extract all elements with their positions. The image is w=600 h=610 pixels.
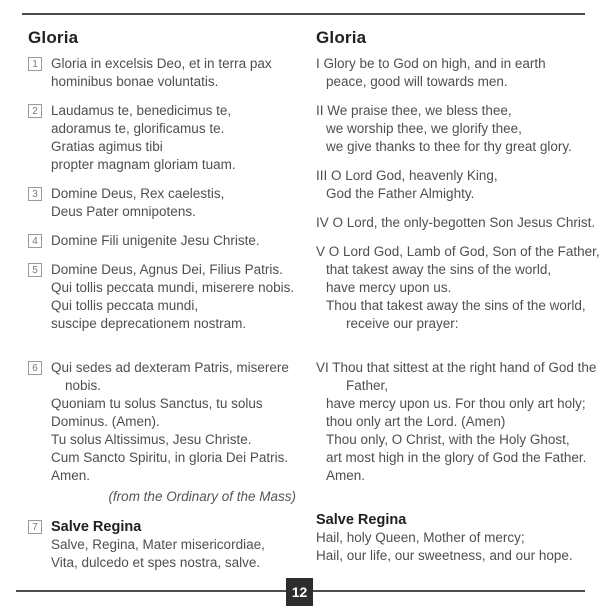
- english-verse-1: [316, 55, 592, 91]
- verse-number-box: 4: [28, 234, 42, 248]
- latin-verse-2: [28, 102, 304, 174]
- verse-number-box: 5: [28, 263, 42, 277]
- latin-verse-5: [28, 261, 304, 333]
- verse-line: Dominus. (Amen).: [51, 414, 160, 429]
- verse-line: we worship thee, we glorify thee,: [326, 121, 522, 136]
- verse-line: Salve, Regina, Mater misericordiae,: [51, 537, 265, 552]
- verse-line: IV O Lord, the only-begotten Son Jesus Christ.: [316, 215, 596, 230]
- verse-number-box: 2: [28, 104, 42, 118]
- verse-lines: [51, 102, 304, 174]
- verse-line: Deus Pater omnipotens.: [51, 204, 196, 219]
- verse-line: Tu solus Altissimus, Jesu Christe.: [51, 432, 252, 447]
- source-attribution: (from the Ordinary of the Mass): [108, 489, 296, 504]
- latin-verse-3: [28, 185, 304, 221]
- verse-line: that takest away the sins of the world,: [326, 262, 552, 277]
- verse-line: Domine Deus, Agnus Dei, Filius Patris.: [51, 262, 283, 277]
- verse-line: peace, good will towards men.: [326, 74, 508, 89]
- verse-line: we give thanks to thee for thy great glory.: [326, 139, 572, 154]
- verse-line: II We praise thee, we bless thee,: [316, 103, 512, 118]
- verse-line: III O Lord God, heavenly King,: [316, 168, 498, 183]
- verse-line: Domine Fili unigenite Jesu Christe.: [51, 233, 260, 248]
- english-salve-regina: [316, 511, 592, 565]
- verse-line: Thou that takest away the sins of the world,: [326, 298, 586, 313]
- salve-regina-heading-latin: Salve Regina: [51, 519, 142, 535]
- verse-line: Laudamus te, benedicimus te,: [51, 103, 232, 118]
- verse-line: Hail, holy Queen, Mother of mercy;: [316, 530, 525, 545]
- verse-lines: [51, 359, 304, 485]
- latin-salve-regina: [28, 518, 304, 572]
- verse-line: receive our prayer:: [346, 316, 459, 331]
- english-verse-3: [316, 167, 592, 203]
- salve-regina-heading-english: Salve Regina: [316, 512, 407, 528]
- verse-line: God the Father Almighty.: [326, 186, 475, 201]
- verse-line: I Glory be to God on high, and in earth: [316, 56, 546, 71]
- verse-number-box: 3: [28, 187, 42, 201]
- verse-lines: [51, 518, 304, 572]
- english-column: [316, 28, 600, 572]
- latin-heading: Gloria: [28, 28, 79, 47]
- verse-line: nobis.: [65, 378, 102, 393]
- english-verse-4: [316, 214, 596, 232]
- verse-lines: [51, 261, 304, 333]
- verse-line: Qui sedes ad dexteram Patris, miserere: [51, 360, 289, 375]
- verse-line: adoramus te, glorificamus te.: [51, 121, 225, 136]
- verse-line: Amen.: [51, 468, 91, 483]
- verse-line: have mercy upon us.: [326, 280, 452, 295]
- page-number-badge: 12: [286, 578, 313, 606]
- verse-line: Gloria in excelsis Deo, et in terra pax: [51, 56, 272, 71]
- latin-column: [28, 28, 304, 572]
- verse-line: V O Lord God, Lamb of God, Son of the Father,: [316, 244, 600, 259]
- english-verse-2: [316, 102, 592, 156]
- verse-lines: [51, 232, 304, 250]
- verse-line: suscipe deprecationem nostram.: [51, 316, 247, 331]
- latin-verse-4: [28, 232, 304, 250]
- verse-number-box: 1: [28, 57, 42, 71]
- verse-line: Vita, dulcedo et spes nostra, salve.: [51, 555, 261, 570]
- verse-line: propter magnam gloriam tuam.: [51, 157, 236, 172]
- english-heading: Gloria: [316, 28, 367, 47]
- two-column-layout: [28, 28, 600, 572]
- latin-verse-1: [28, 55, 304, 91]
- verse-lines: [51, 55, 304, 91]
- verse-line: Hail, our life, our sweetness, and our hope.: [316, 548, 573, 563]
- verse-line: Amen.: [326, 468, 366, 483]
- verse-line: art most high in the glory of God the Father.: [326, 450, 587, 465]
- english-verse-5: [316, 243, 600, 333]
- verse-line: Qui tollis peccata mundi, miserere nobis.: [51, 280, 295, 295]
- verse-line: thou only art the Lord. (Amen): [326, 414, 506, 429]
- verse-line: Quoniam tu solus Sanctus, tu solus: [51, 396, 263, 411]
- verse-line: Qui tollis peccata mundi,: [51, 298, 199, 313]
- verse-line: have mercy upon us. For thou only art holy;: [326, 396, 586, 411]
- verse-line: VI Thou that sittest at the right hand of God the: [316, 360, 597, 375]
- verse-line: Father,: [346, 378, 389, 393]
- verse-lines: [51, 185, 304, 221]
- verse-number-box: 6: [28, 361, 42, 375]
- verse-line: Gratias agimus tibi: [51, 139, 163, 154]
- verse-line: hominibus bonae voluntatis.: [51, 74, 219, 89]
- verse-number-box: 7: [28, 520, 42, 534]
- verse-line: Thou only, O Christ, with the Holy Ghost,: [326, 432, 570, 447]
- verse-line: Cum Sancto Spiritu, in gloria Dei Patris.: [51, 450, 289, 465]
- verse-line: Domine Deus, Rex caelestis,: [51, 186, 225, 201]
- english-verse-6: [316, 359, 597, 485]
- latin-verse-6: [28, 359, 304, 485]
- top-rule: [22, 13, 585, 15]
